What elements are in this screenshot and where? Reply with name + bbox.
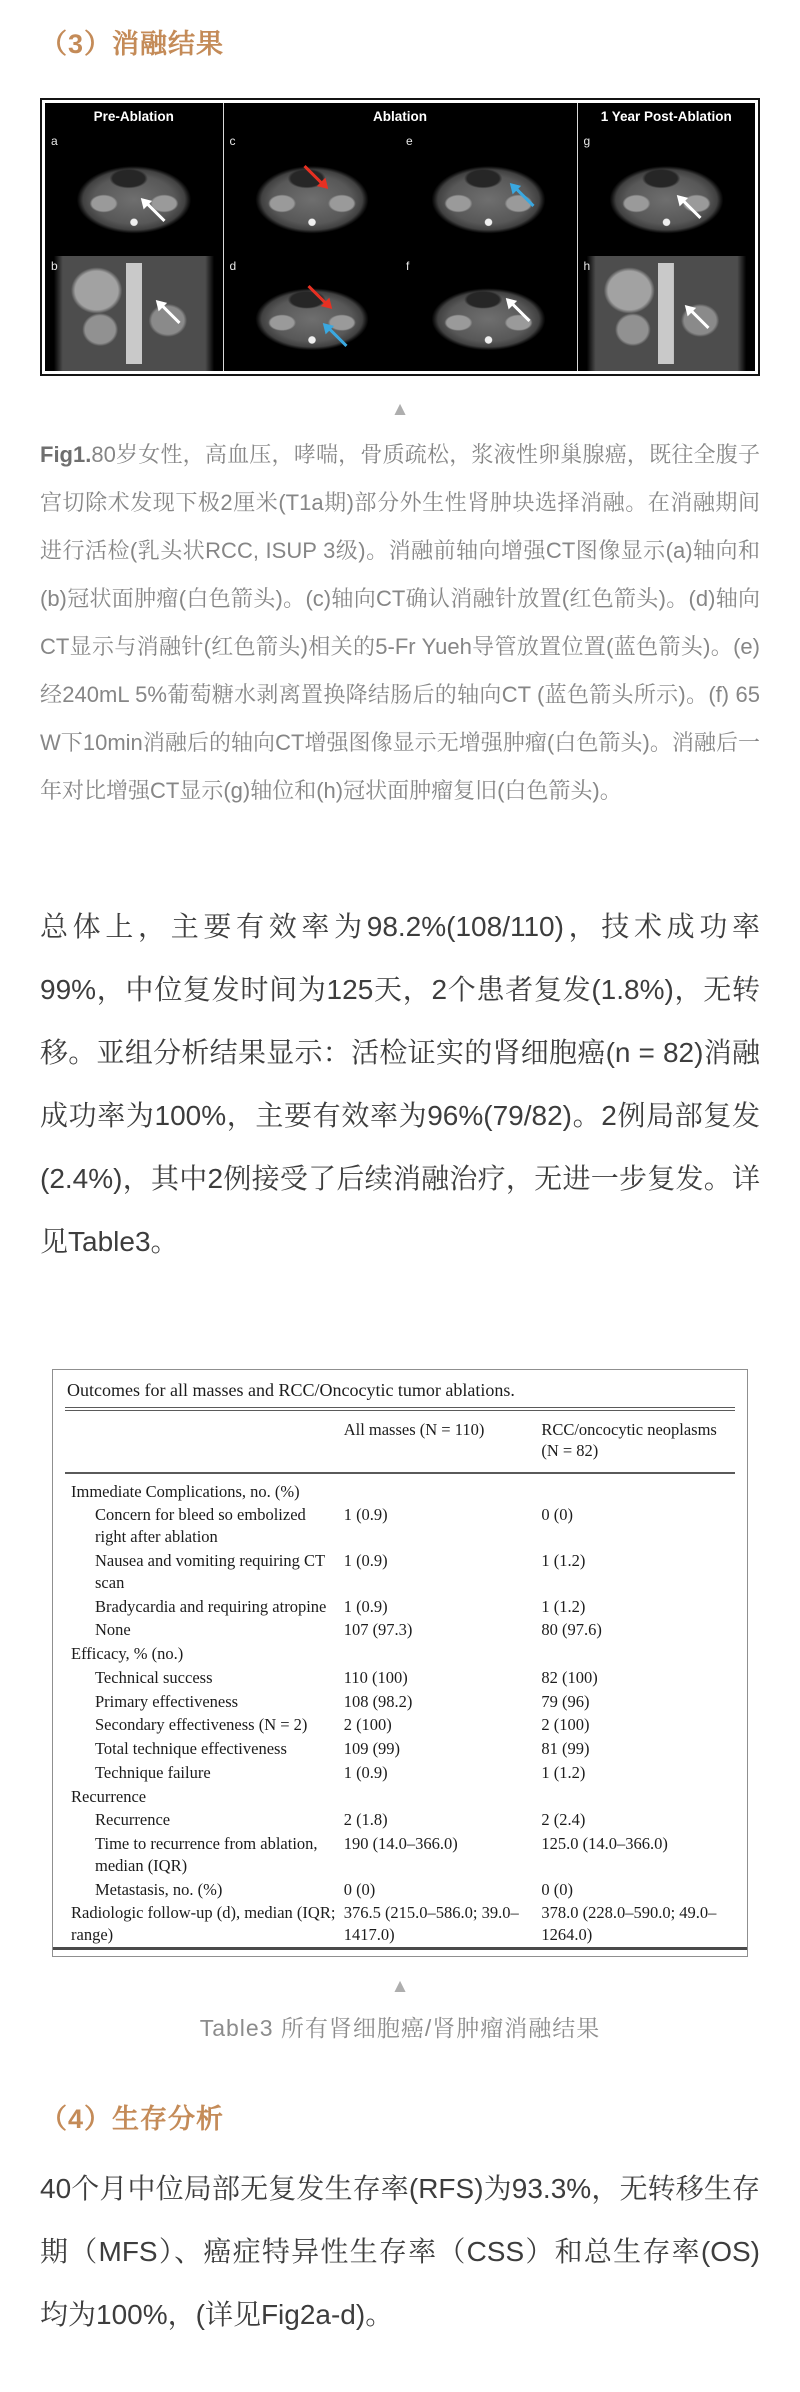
red-arrow-icon xyxy=(307,285,326,304)
panel-letter: e xyxy=(406,133,413,148)
ct-panel-d xyxy=(224,256,401,371)
table-row: Time to recurrence from ablation, median (IQR) 190 (14.0–366.0) 125.0 (14.0–366.0) xyxy=(95,1834,668,1875)
table-row: Concern for bleed so embolized right after ablation 1 (0.9) 0 (0) xyxy=(95,1505,573,1547)
table-row: Efficacy, % (no.) xyxy=(71,1644,184,1664)
fig1-caption-label: Fig1. xyxy=(40,441,92,467)
section3-heading: （3）消融结果 xyxy=(40,29,225,59)
ct-panel-g xyxy=(578,131,756,256)
white-arrow-icon xyxy=(161,305,180,324)
panel-letter: h xyxy=(583,258,591,273)
fig1-figure xyxy=(40,98,760,376)
table-row: Secondary effectiveness (N = 2) 2 (100) 2 (100) xyxy=(95,1715,590,1735)
group-label-ablation: Ablation xyxy=(373,109,427,125)
survival-paragraph: 40个月中位局部无复发生存率(RFS)为93.3%，无转移生存期（MFS）、癌症特异性生存率（CSS）和总生存率(OS)均为100%，(详见Fig2a-d)。 xyxy=(40,2172,760,2330)
table-row: None 107 (97.3) 80 (97.6) xyxy=(95,1620,602,1640)
panel-letter: g xyxy=(583,133,591,148)
blue-arrow-icon xyxy=(515,188,534,207)
table3-caption: Table3 所有肾细胞癌/肾肿瘤消融结果 xyxy=(199,2014,601,2041)
fig1-caption xyxy=(40,431,760,815)
table-row: Technical success 110 (100) 82 (100) xyxy=(95,1667,598,1687)
fig1-group-ablation xyxy=(223,103,578,371)
group-label-post-ablation: 1 Year Post-Ablation xyxy=(600,109,732,125)
white-arrow-icon xyxy=(690,310,709,329)
header-rcc: RCC/oncocytic neoplasms (N = 82) xyxy=(537,1411,735,1473)
table-row: Recurrence 2 (1.8) 2 (2.4) xyxy=(95,1810,586,1830)
panel-letter: a xyxy=(51,133,58,148)
panel-letter: b xyxy=(51,258,58,273)
group-label-pre-ablation: Pre-Ablation xyxy=(93,109,174,125)
outcomes-table-card xyxy=(52,1369,748,1957)
collapse-triangle-icon[interactable]: ▲ xyxy=(390,1975,410,1997)
table-row: Bradycardia and requiring atropine 1 (0.9) 1 (1.2) xyxy=(95,1596,586,1616)
outcomes-table xyxy=(65,1411,735,1947)
results-paragraph: 总体上，主要有效率为98.2%(108/110)，技术成功率99%，中位复发时间为125天，2个患者复发(1.8%)，无转移。亚组分析结果显示：活检证实的肾细胞癌(n = 82)消融成功率为100%，主要有效率为96%(79/82)。2例局部复发(2.4%)，其中2例接受了后续消融治疗，无进一步复发。详见Table3。 xyxy=(40,910,760,1257)
fig1-caption-text: 80岁女性，高血压，哮喘，骨质疏松，浆液性卵巢腺癌，既往全腹子宫切除术发现下极2厘米(T1a期)部分外生性肾肿块选择消融。在消融期间进行活检(乳头状RCC, ISUP 3级)。消融前轴向增强CT图像显示(a)轴向和(b)冠状面肿瘤(白色箭头)。(c)轴向CT确认消融针放置(红色箭头)。(d)轴向CT显示与消融针(红色箭头)相关的5-Fr Yueh导管放置位置(蓝色箭头)。(e)经240mL 5%葡萄糖水剥离置换降结肠后的轴向CT (蓝色箭头所示)。(f) 65 W下10min消融后的轴向CT增强图像显示无增强肿瘤(白色箭头)。消融后一年对比增强CT显示(g)轴位和(h)冠状面肿瘤复旧(白色箭头)。 xyxy=(40,441,760,803)
panel-letter: f xyxy=(406,258,410,273)
table-row: Total technique effectiveness 109 (99) 81 (99) xyxy=(95,1739,590,1759)
ct-panel-h xyxy=(578,256,756,371)
blue-arrow-icon xyxy=(328,328,347,347)
table-row: Technique failure 1 (0.9) 1 (1.2) xyxy=(95,1762,586,1782)
table-bottom-rule xyxy=(53,1947,747,1956)
ct-panel-c xyxy=(224,131,401,256)
header-all-masses: All masses (N = 110) xyxy=(340,1411,538,1473)
table-row: Radiologic follow-up (d), median (IQR; range) 376.5 (215.0–586.0; 39.0–1417.0) 378.0 (228.0–590.0; 49.0–1264.0) xyxy=(71,1903,717,1945)
fig1-panels-grid xyxy=(45,103,755,371)
panel-letter: d xyxy=(229,258,237,273)
table-header-row xyxy=(65,1411,735,1473)
fig1-group-post-ablation xyxy=(578,103,756,371)
fig1-group-pre-ablation xyxy=(45,103,223,371)
table-row: Nausea and vomiting requiring CT scan 1 (0.9) 1 (1.2) xyxy=(95,1550,586,1592)
white-arrow-icon xyxy=(683,200,702,219)
table-row: Recurrence xyxy=(71,1786,147,1806)
ct-panel-b xyxy=(45,256,223,371)
table-row: Metastasis, no. (%) 0 (0) 0 (0) xyxy=(95,1879,573,1899)
header-empty xyxy=(65,1411,340,1473)
white-arrow-icon xyxy=(147,203,166,222)
ct-panel-e xyxy=(400,131,577,256)
ct-panel-a xyxy=(45,131,223,256)
ct-panel-f xyxy=(400,256,577,371)
table-body xyxy=(65,1473,735,1947)
white-arrow-icon xyxy=(512,303,531,322)
panel-letter: c xyxy=(229,133,236,148)
table-row: Primary effectiveness 108 (98.2) 79 (96) xyxy=(95,1691,590,1711)
red-arrow-icon xyxy=(304,165,323,184)
table-title: Outcomes for all masses and RCC/Oncocytic tumor ablations. xyxy=(65,1378,735,1411)
collapse-triangle-icon[interactable]: ▲ xyxy=(390,398,410,420)
table-row: Immediate Complications, no. (%) xyxy=(71,1481,300,1501)
section4-heading: （4）生存分析 xyxy=(40,2103,225,2134)
